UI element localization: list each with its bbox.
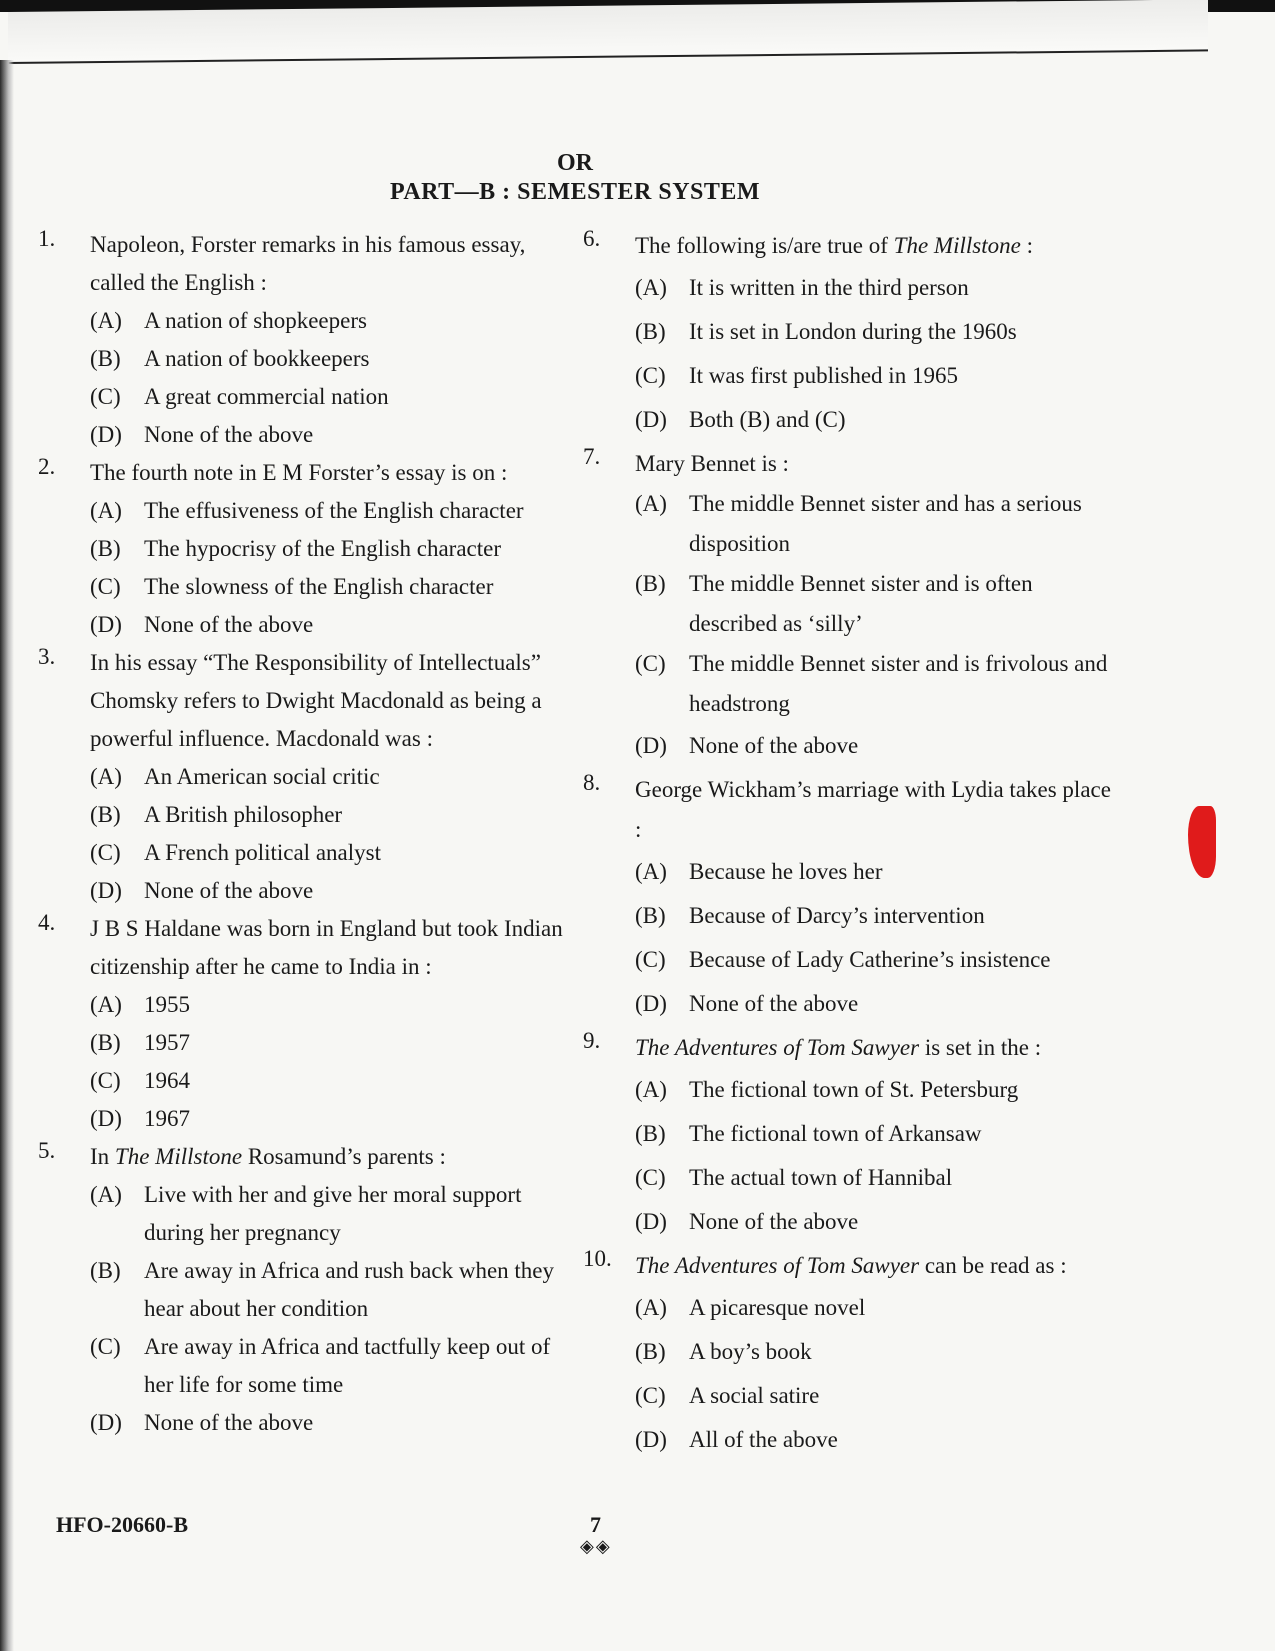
- option-label: (A): [635, 491, 667, 516]
- option-c: [635, 354, 1123, 398]
- option-d: [635, 1418, 1123, 1462]
- option-label: (A): [635, 859, 667, 884]
- option-b: [90, 530, 583, 568]
- option-text: A French political analyst: [144, 840, 381, 865]
- option-label: (D): [635, 733, 667, 758]
- question-4: [38, 910, 583, 1138]
- option-b: [635, 310, 1123, 354]
- option-label: (A): [90, 1182, 122, 1207]
- option-a: [90, 758, 583, 796]
- option-text: None of the above: [144, 1410, 314, 1435]
- option-text: Because of Lady Catherine’s insistence: [689, 947, 1051, 972]
- question-title-italic: The Millstone: [114, 1144, 243, 1169]
- option-text: The fictional town of St. Petersburg: [689, 1077, 1019, 1102]
- option-c: [90, 1328, 583, 1404]
- question-text-prefix: In: [90, 1144, 115, 1169]
- option-label: (B): [635, 1121, 666, 1146]
- question-text: [635, 1028, 1123, 1068]
- option-c: [90, 568, 583, 606]
- question-number: 8.: [583, 770, 601, 795]
- option-label: (D): [90, 1410, 122, 1435]
- option-label: (C): [90, 1068, 121, 1093]
- option-c: [90, 1062, 583, 1100]
- question-title-italic: The Millstone: [893, 233, 1021, 258]
- option-label: (C): [90, 1334, 121, 1359]
- question-text: Mary Bennet is :: [635, 451, 789, 476]
- option-text: 1967: [144, 1106, 190, 1131]
- question-5: [38, 1138, 583, 1442]
- option-c: [90, 378, 583, 416]
- option-b: [635, 1330, 1123, 1374]
- question-2: [38, 454, 583, 644]
- option-d: [635, 982, 1123, 1026]
- option-a: [635, 850, 1123, 894]
- option-label: (D): [635, 1427, 667, 1452]
- paper-code: HFO-20660-B: [56, 1512, 188, 1537]
- question-text: [635, 226, 1123, 266]
- question-3: [38, 644, 583, 910]
- option-b: [90, 1024, 583, 1062]
- option-text: The effusiveness of the English character: [144, 498, 524, 523]
- option-text: None of the above: [689, 991, 859, 1016]
- question-number: 2.: [38, 454, 56, 479]
- part-heading: PART—B : SEMESTER SYSTEM: [389, 179, 761, 205]
- page-number: 7: [590, 1512, 601, 1537]
- question-text: George Wickham’s marriage with Lydia takes place :: [635, 777, 1111, 842]
- question-text: In his essay “The Responsibility of Intellectuals” Chomsky refers to Dwight Macdonald as being a powerful influence. Macdonald was :: [90, 650, 542, 751]
- option-a: [635, 1068, 1123, 1112]
- option-d: [90, 1100, 583, 1138]
- left-column: [38, 226, 583, 1442]
- option-text: 1955: [144, 992, 190, 1017]
- option-text: A British philosopher: [144, 802, 343, 827]
- option-text: Live with her and give her moral support during her pregnancy: [144, 1182, 522, 1245]
- option-d: [635, 398, 1123, 442]
- option-label: (B): [90, 1030, 121, 1055]
- option-text: A boy’s book: [689, 1339, 812, 1364]
- question-8: [583, 770, 1123, 1026]
- page-fold-edge: [8, 0, 1208, 64]
- question-text-suffix: is set in the :: [919, 1035, 1042, 1060]
- option-text: It is written in the third person: [689, 275, 969, 300]
- scan-left-edge: [0, 60, 14, 1651]
- option-text: A social satire: [689, 1383, 820, 1408]
- option-label: (C): [635, 1383, 666, 1408]
- option-a: [90, 492, 583, 530]
- option-b: [90, 1252, 583, 1328]
- question-number: 10.: [583, 1246, 612, 1271]
- option-label: (B): [635, 903, 666, 928]
- option-d: [90, 1404, 583, 1442]
- option-label: (C): [90, 840, 121, 865]
- option-b: [635, 894, 1123, 938]
- option-text: The fictional town of Arkansaw: [689, 1121, 982, 1146]
- option-text: Because he loves her: [689, 859, 883, 884]
- option-text: The middle Bennet sister and has a serious disposition: [689, 491, 1082, 556]
- question-10: [583, 1246, 1123, 1462]
- option-label: (C): [635, 947, 666, 972]
- option-label: (B): [635, 571, 666, 596]
- option-text: 1964: [144, 1068, 190, 1093]
- option-label: (C): [635, 363, 666, 388]
- option-c: [90, 834, 583, 872]
- question-text-prefix: The following is/are true of: [635, 233, 894, 258]
- option-label: (B): [90, 1258, 121, 1283]
- question-text-suffix: Rosamund’s parents :: [242, 1144, 446, 1169]
- question-text-suffix: can be read as :: [919, 1253, 1067, 1278]
- question-number: 5.: [38, 1138, 56, 1163]
- option-label: (D): [635, 1209, 667, 1234]
- option-text: All of the above: [689, 1427, 838, 1452]
- option-label: (D): [90, 1106, 122, 1131]
- option-text: 1957: [144, 1030, 190, 1055]
- option-text: Because of Darcy’s intervention: [689, 903, 985, 928]
- option-text: A picaresque novel: [689, 1295, 866, 1320]
- question-title-italic: The Adventures of Tom Sawyer: [635, 1253, 920, 1278]
- question-number: 9.: [583, 1028, 601, 1053]
- option-label: (A): [635, 1077, 667, 1102]
- option-text: A nation of shopkeepers: [144, 308, 367, 333]
- or-heading: OR: [557, 150, 593, 176]
- option-label: (A): [635, 275, 667, 300]
- option-label: (D): [635, 407, 667, 432]
- option-label: (C): [635, 651, 666, 676]
- question-number: 1.: [38, 226, 56, 251]
- question-text-suffix: :: [1020, 233, 1033, 258]
- question-number: 7.: [583, 444, 601, 469]
- option-c: [635, 644, 1123, 724]
- question-text: The fourth note in E M Forster’s essay is on :: [90, 460, 508, 485]
- option-c: [635, 1156, 1123, 1200]
- option-label: (D): [90, 612, 122, 637]
- option-label: (A): [90, 308, 122, 333]
- option-a: [635, 484, 1123, 564]
- option-text: It was first published in 1965: [689, 363, 958, 388]
- option-label: (A): [90, 498, 122, 523]
- option-b: [635, 564, 1123, 644]
- option-d: [90, 416, 583, 454]
- option-d: [635, 724, 1123, 768]
- option-a: [90, 1176, 583, 1252]
- option-label: (B): [635, 1339, 666, 1364]
- option-d: [635, 1200, 1123, 1244]
- option-text: The hypocrisy of the English character: [144, 536, 502, 561]
- option-b: [635, 1112, 1123, 1156]
- option-a: [90, 302, 583, 340]
- option-a: [635, 266, 1123, 310]
- ornament-icon: ◈◈: [580, 1536, 612, 1556]
- option-text: The middle Bennet sister and is often described as ‘silly’: [689, 571, 1033, 636]
- option-b: [90, 340, 583, 378]
- option-c: [635, 1374, 1123, 1418]
- option-c: [635, 938, 1123, 982]
- option-label: (C): [635, 1165, 666, 1190]
- option-text: The actual town of Hannibal: [689, 1165, 953, 1190]
- red-ink-mark: [1188, 806, 1216, 878]
- question-1: [38, 226, 583, 454]
- question-number: 6.: [583, 226, 601, 251]
- option-text: None of the above: [144, 422, 314, 447]
- question-text: [635, 1246, 1123, 1286]
- option-text: The slowness of the English character: [144, 574, 494, 599]
- option-text: Both (B) and (C): [689, 407, 846, 432]
- question-text: J B S Haldane was born in England but took Indian citizenship after he came to India in :: [90, 916, 563, 979]
- option-d: [90, 606, 583, 644]
- option-text: Are away in Africa and tactfully keep out of her life for some time: [144, 1334, 551, 1397]
- option-d: [90, 872, 583, 910]
- option-text: A great commercial nation: [144, 384, 389, 409]
- option-text: None of the above: [689, 733, 859, 758]
- option-label: (C): [90, 384, 121, 409]
- option-label: (C): [90, 574, 121, 599]
- question-9: [583, 1028, 1123, 1244]
- option-label: (B): [635, 319, 666, 344]
- option-label: (B): [90, 346, 121, 371]
- option-text: A nation of bookkeepers: [144, 346, 370, 371]
- question-text: [90, 1138, 583, 1176]
- question-7: [583, 444, 1123, 768]
- option-label: (D): [90, 878, 122, 903]
- option-label: (B): [90, 536, 121, 561]
- question-title-italic: The Adventures of Tom Sawyer: [635, 1035, 920, 1060]
- option-text: It is set in London during the 1960s: [689, 319, 1017, 344]
- option-label: (D): [90, 422, 122, 447]
- right-column: [583, 226, 1123, 1464]
- option-text: None of the above: [689, 1209, 859, 1234]
- option-b: [90, 796, 583, 834]
- option-text: The middle Bennet sister and is frivolous and headstrong: [689, 651, 1108, 716]
- question-text: Napoleon, Forster remarks in his famous essay, called the English :: [90, 232, 526, 295]
- question-number: 3.: [38, 644, 56, 669]
- question-6: [583, 226, 1123, 442]
- option-label: (A): [90, 764, 122, 789]
- option-text: Are away in Africa and rush back when they hear about her condition: [144, 1258, 555, 1321]
- option-text: An American social critic: [144, 764, 380, 789]
- option-label: (A): [90, 992, 122, 1017]
- option-text: None of the above: [144, 878, 314, 903]
- option-text: None of the above: [144, 612, 314, 637]
- option-label: (A): [635, 1295, 667, 1320]
- option-a: [635, 1286, 1123, 1330]
- option-label: (B): [90, 802, 121, 827]
- question-number: 4.: [38, 910, 56, 935]
- option-a: [90, 986, 583, 1024]
- option-label: (D): [635, 991, 667, 1016]
